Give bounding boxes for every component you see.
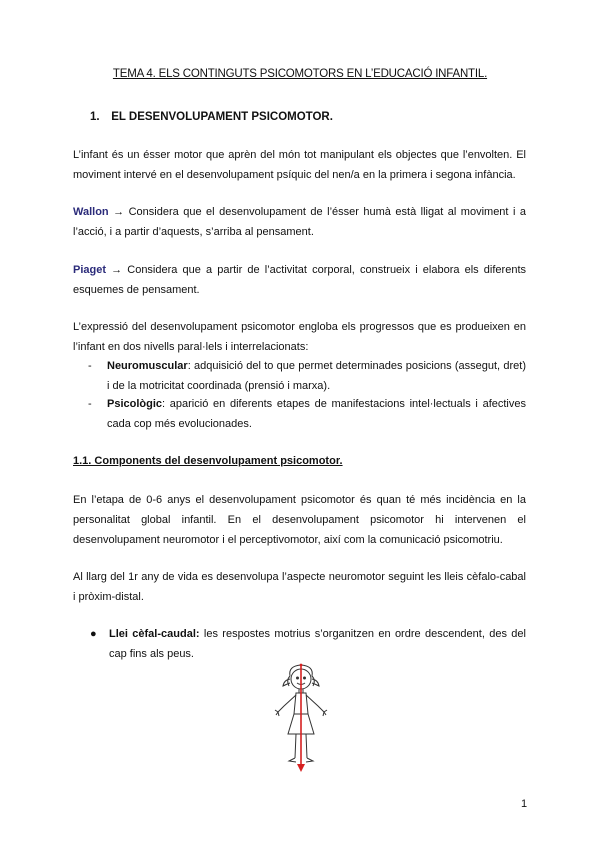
etapa-paragraph: En l’etapa de 0-6 anys el desenvolupament psicomotor és quan té més incidència en la personalitat global infantil. En el desenvolupament psicomotor hi intervenen el desenvolupament neuromotor i el perceptivomotor, així com la comunicació psicomotriu.: [73, 494, 526, 546]
llarg-paragraph: Al llarg del 1r any de vida es desenvolupa l’aspecte neuromotor seguint les lleis cèfalo-cabal i pròxim-distal.: [73, 571, 526, 603]
section-1-heading-text: EL DESENVOLUPAMENT PSICOMOTOR.: [111, 111, 333, 123]
child-cephalocaudal-figure: [272, 662, 330, 774]
psicologic-term: Psicològic: [107, 398, 163, 410]
wallon-name: Wallon: [73, 206, 109, 218]
neuromuscular-text: : adquisició del to que permet determinades posicions (assegut, dret) i de la motricitat coordinada (prensió i marxa).: [107, 360, 526, 392]
list-item-psicologic: [88, 394, 526, 434]
intro-paragraph: L’infant és un ésser motor que aprèn del món tot manipulant els objectes que l’envolten. El moviment intervé en el desenvolupament psíquic del nen/a en la primera i segona infància.: [73, 149, 526, 181]
section-1-heading: [90, 111, 333, 123]
section-1-number: 1.: [90, 111, 100, 123]
dash-marker: -: [88, 360, 92, 372]
section-1-1-heading: 1.1. Components del desenvolupament psicomotor.: [73, 455, 343, 467]
list-item-neuromuscular: [88, 356, 526, 396]
arrow-origin: [300, 664, 303, 667]
expressio-paragraph: L’expressió del desenvolupament psicomotor engloba els progressos que es produeixen en l’infant en dos nivells paral·lels i interrelacionats:: [73, 321, 526, 353]
piaget-name: Piaget: [73, 264, 107, 276]
piaget-text: → Considera que a partir de l’activitat corporal, construeix i elabora els diferents esquemes de pensament.: [73, 264, 526, 296]
cefal-caudal-term: Llei cèfal-caudal:: [109, 628, 200, 640]
bullet-marker: ●: [90, 628, 97, 640]
dash-marker: -: [88, 398, 92, 410]
piaget-paragraph: [73, 260, 526, 300]
cefal-caudal-text: les respostes motrius s’organitzen en ordre descendent, des del cap fins als peus.: [109, 628, 526, 660]
arrow-head: [297, 764, 305, 772]
down-arrow: [297, 664, 305, 772]
page-number: 1: [521, 798, 528, 810]
psicologic-text: : aparició en diferents etapes de manifestacions intel·lectuals i afectives cada cop més evolucionades.: [107, 398, 526, 430]
list-item-cefal-caudal: [90, 624, 526, 664]
neuromuscular-term: Neuromuscular: [107, 360, 188, 372]
wallon-paragraph: [73, 202, 526, 242]
wallon-text: → Considera que el desenvolupament de l’ésser humà està lligat al moviment i a l’acció, i a partir d’aquests, s’arriba al pensament.: [73, 206, 526, 238]
document-title: TEMA 4. ELS CONTINGUTS PSICOMOTORS EN L’EDUCACIÓ INFANTIL.: [112, 68, 488, 80]
